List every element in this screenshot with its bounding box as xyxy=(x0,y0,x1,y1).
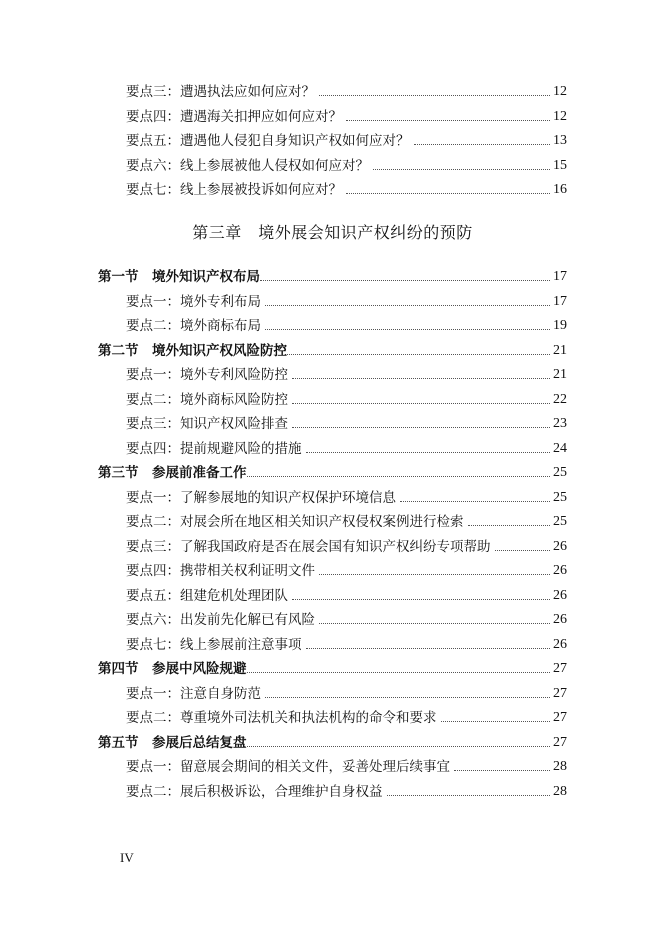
toc-item[interactable] xyxy=(0,152,665,174)
toc-entry-page: 17 xyxy=(553,294,567,309)
toc-entry-label: 第二节 境外知识产权风险防控 xyxy=(98,343,287,359)
toc-entry-page: 25 xyxy=(553,490,567,505)
toc-entry-label: 要点六：线上参展被他人侵权如何应对？ xyxy=(126,158,369,174)
dot-leader xyxy=(247,671,551,673)
toc-entry-label: 要点一：境外专利风险防控 xyxy=(126,367,288,383)
toc-entry-label: 要点二：对展会所在地区相关知识产权侵权案例进行检索 xyxy=(126,514,464,530)
dot-leader xyxy=(306,451,551,453)
toc-item[interactable] xyxy=(0,361,665,383)
toc-entry-label: 要点二：境外商标风险防控 xyxy=(126,392,288,408)
toc-entry-label: 要点五：遭遇他人侵犯自身知识产权如何应对？ xyxy=(126,133,410,149)
toc-entry-label: 要点六：出发前先化解已有风险 xyxy=(126,612,315,628)
dot-leader xyxy=(265,328,550,330)
toc-entry-label: 要点二：尊重境外司法机关和执法机构的命令和要求 xyxy=(126,710,437,726)
toc-item[interactable] xyxy=(0,103,665,125)
toc-item[interactable] xyxy=(0,582,665,604)
dot-leader xyxy=(292,377,550,379)
page-number: IV xyxy=(120,850,134,865)
toc-entry-page: 12 xyxy=(553,84,567,99)
toc-entry-label: 要点五：组建危机处理团队 xyxy=(126,588,288,604)
dot-leader xyxy=(400,500,550,502)
toc-entry-page: 21 xyxy=(553,367,567,382)
toc-entry-label: 要点二：境外商标布局 xyxy=(126,318,261,334)
toc-item[interactable] xyxy=(0,78,665,100)
toc-entry-page: 27 xyxy=(553,735,567,750)
toc-entry-page: 12 xyxy=(553,109,567,124)
dot-leader xyxy=(265,696,550,698)
toc-section[interactable] xyxy=(0,337,665,359)
toc-entry-label: 要点一：留意展会期间的相关文件，妥善处理后续事宜 xyxy=(126,759,450,775)
dot-leader xyxy=(247,745,551,747)
dot-leader xyxy=(495,549,551,551)
dot-leader xyxy=(414,143,551,145)
toc-entry-page: 19 xyxy=(553,318,567,333)
toc-item[interactable] xyxy=(0,312,665,334)
toc-entry-page: 17 xyxy=(553,269,567,284)
toc-item[interactable] xyxy=(0,288,665,310)
toc-entry-page: 24 xyxy=(553,441,567,456)
dot-leader xyxy=(373,168,550,170)
dot-leader xyxy=(292,402,550,404)
toc-entry-page: 25 xyxy=(553,514,567,529)
dot-leader xyxy=(319,573,550,575)
toc-entry-label: 要点一：注意自身防范 xyxy=(126,686,261,702)
dot-leader xyxy=(306,647,551,649)
toc-entry-page: 27 xyxy=(553,686,567,701)
dot-leader xyxy=(441,720,551,722)
toc-entry-label: 第一节 境外知识产权布局 xyxy=(98,269,260,285)
toc-entry-label: 要点一：境外专利布局 xyxy=(126,294,261,310)
toc-item[interactable] xyxy=(0,176,665,198)
toc-entry-page: 26 xyxy=(553,588,567,603)
toc-item[interactable] xyxy=(0,410,665,432)
toc-entry-page: 26 xyxy=(553,612,567,627)
toc-entry-page: 28 xyxy=(553,784,567,799)
dot-leader xyxy=(387,794,551,796)
toc-item[interactable] xyxy=(0,435,665,457)
toc-entry-page: 13 xyxy=(553,133,567,148)
dot-leader xyxy=(247,475,551,477)
toc-item[interactable] xyxy=(0,533,665,555)
toc-entry-label: 要点七：线上参展前注意事项 xyxy=(126,637,302,653)
toc-item[interactable] xyxy=(0,484,665,506)
toc-item[interactable] xyxy=(0,606,665,628)
toc-item[interactable] xyxy=(0,508,665,530)
toc-item[interactable] xyxy=(0,127,665,149)
toc-item[interactable] xyxy=(0,778,665,800)
toc-entry-label: 要点二：展后积极诉讼，合理维护自身权益 xyxy=(126,784,383,800)
toc-entry-page: 23 xyxy=(553,416,567,431)
toc-entry-page: 25 xyxy=(553,465,567,480)
toc-entry-label: 要点四：提前规避风险的措施 xyxy=(126,441,302,457)
toc-section[interactable] xyxy=(0,263,665,285)
dot-leader xyxy=(346,119,550,121)
toc-entry-label: 第四节 参展中风险规避 xyxy=(98,661,247,677)
chapter-title: 第三章 境外展会知识产权纠纷的预防 xyxy=(192,223,473,242)
toc-item[interactable] xyxy=(0,557,665,579)
dot-leader xyxy=(454,769,550,771)
toc-entry-label: 要点四：携带相关权利证明文件 xyxy=(126,563,315,579)
toc-entry-page: 27 xyxy=(553,710,567,725)
toc-entry-label: 要点七：线上参展被投诉如何应对？ xyxy=(126,182,342,198)
toc-section[interactable] xyxy=(0,655,665,677)
toc-entry-page: 26 xyxy=(553,563,567,578)
toc-section[interactable] xyxy=(0,459,665,481)
toc-item[interactable] xyxy=(0,704,665,726)
toc-entry-page: 26 xyxy=(553,637,567,652)
toc-item[interactable] xyxy=(0,753,665,775)
toc-entry-page: 21 xyxy=(553,343,567,358)
toc-section[interactable] xyxy=(0,729,665,751)
toc-entry-page: 16 xyxy=(553,182,567,197)
toc-entry-label: 第五节 参展后总结复盘 xyxy=(98,735,247,751)
toc-entry-label: 要点三：知识产权风险排查 xyxy=(126,416,288,432)
dot-leader xyxy=(319,94,550,96)
toc-entry-label: 要点一：了解参展地的知识产权保护环境信息 xyxy=(126,490,396,506)
toc-entry-page: 27 xyxy=(553,661,567,676)
dot-leader xyxy=(265,304,550,306)
toc-entry-page: 15 xyxy=(553,158,567,173)
toc-entry-page: 28 xyxy=(553,759,567,774)
toc-item[interactable] xyxy=(0,680,665,702)
toc-item[interactable] xyxy=(0,631,665,653)
toc-entry-page: 22 xyxy=(553,392,567,407)
dot-leader xyxy=(468,524,551,526)
dot-leader xyxy=(292,426,550,428)
toc-entry-label: 第三节 参展前准备工作 xyxy=(98,465,247,481)
dot-leader xyxy=(346,192,550,194)
toc-entry-label: 要点三：了解我国政府是否在展会国有知识产权纠纷专项帮助 xyxy=(126,539,491,555)
dot-leader xyxy=(260,279,550,281)
toc-item[interactable] xyxy=(0,386,665,408)
toc-entry-label: 要点四：遭遇海关扣押应如何应对？ xyxy=(126,109,342,125)
toc-entry-page: 26 xyxy=(553,539,567,554)
toc-entry-label: 要点三：遭遇执法应如何应对？ xyxy=(126,84,315,100)
dot-leader xyxy=(292,598,550,600)
dot-leader xyxy=(287,353,550,355)
dot-leader xyxy=(319,622,550,624)
